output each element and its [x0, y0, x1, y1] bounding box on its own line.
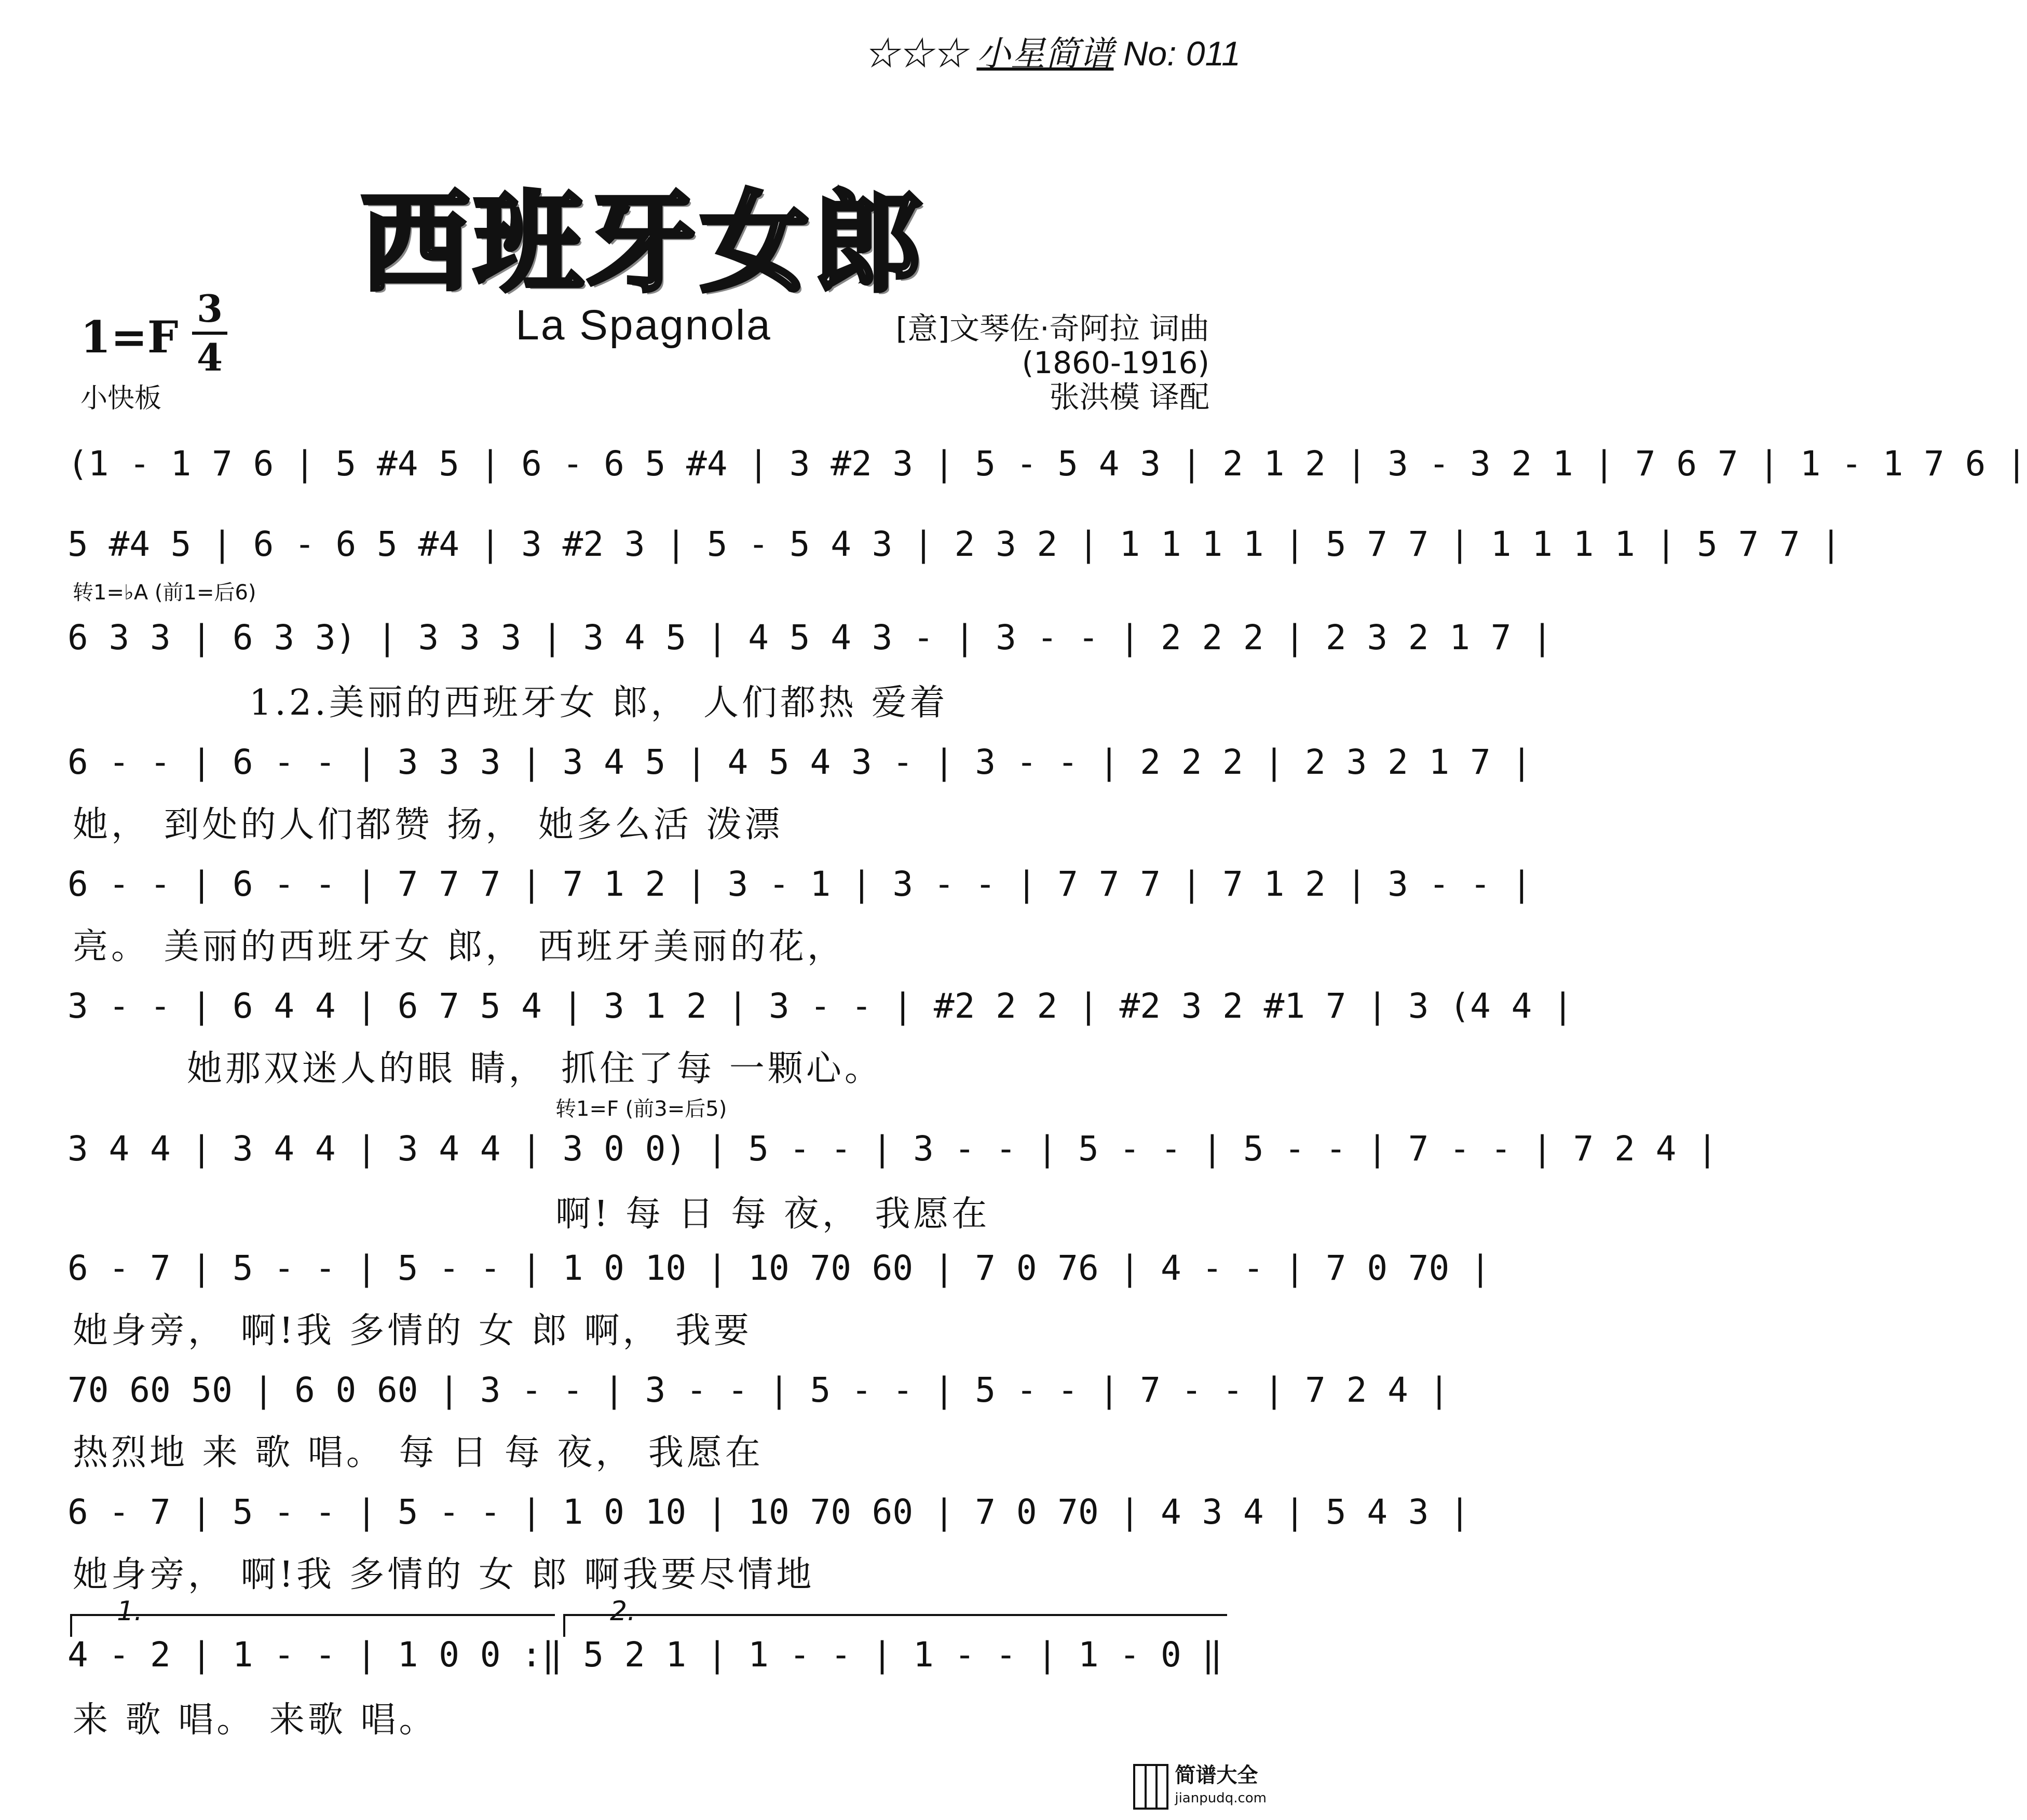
lyric-row: 她那双迷人的眼 睛， 抓住了每 一颗心。	[187, 1048, 883, 1089]
watermark-logo	[1133, 1764, 1267, 1810]
lyric-row: 亮。 美丽的西班牙女 郎， 西班牙美丽的花，	[73, 926, 846, 967]
credit-translator: 张洪模 译配	[1049, 379, 1209, 415]
song-subtitle: La Spagnola	[515, 302, 772, 349]
notation-row: 6 - 7 | 5 - - | 5 - - | 1 0 10 | 10 70 60 | 7 0 76 | 4 - - | 7 0 70 |	[67, 1248, 1491, 1288]
score-no: No: 011	[1123, 34, 1241, 73]
credits	[896, 311, 1209, 414]
volta-label-1: 1.	[117, 1596, 143, 1627]
credit-dates: (1860-1916)	[1022, 345, 1209, 380]
notation-row: 6 - 7 | 5 - - | 5 - - | 1 0 10 | 10 70 60 | 7 0 70 | 4 3 4 | 5 4 3 |	[67, 1492, 1471, 1532]
key-signature: 1=F	[80, 311, 179, 363]
notation-row: 6 - - | 6 - - | 3 3 3 | 3 4 5 | 4 5 4 3 - | 3 - - | 2 2 2 | 2 3 2 1 7 |	[67, 742, 1532, 782]
volta-bracket-1	[70, 1614, 555, 1637]
credit-composer: [意]文琴佐·奇阿拉 词曲	[895, 311, 1209, 346]
lyric-row: 1.2.美丽的西班牙女 郎， 人们都热 爱着	[249, 682, 948, 723]
stars: ☆☆☆	[864, 34, 968, 73]
notation-row: 3 - - | 6 4 4 | 6 7 5 4 | 3 1 2 | 3 - - | #2 2 2 | #2 3 2 #1 7 | 3 (4 4 |	[67, 986, 1573, 1026]
brand-name: 小星简谱	[976, 34, 1114, 73]
time-bottom: 4	[196, 335, 223, 379]
time-signature	[192, 288, 227, 378]
watermark-text	[1175, 1764, 1267, 1810]
score-number	[864, 26, 1241, 75]
notation-row: 6 3 3 | 6 3 3) | 3 3 3 | 3 4 5 | 4 5 4 3 - | 3 - - | 2 2 2 | 2 3 2 1 7 |	[67, 618, 1553, 658]
time-top: 3	[196, 286, 223, 331]
modulation-note: 转1=F (前3=后5)	[555, 1097, 727, 1121]
time-divider	[192, 332, 227, 335]
song-title: 西班牙女郎	[360, 179, 927, 307]
volta-label-2: 2.	[610, 1596, 636, 1627]
watermark-name: 简谱大全	[1175, 1763, 1258, 1787]
notation-row: 70 60 50 | 6 0 60 | 3 - - | 3 - - | 5 - - | 5 - - | 7 - - | 7 2 4 |	[67, 1370, 1450, 1410]
lyric-row: 她， 到处的人们都赞 扬， 她多么活 泼漂	[73, 804, 783, 845]
notation-row: 6 - - | 6 - - | 7 7 7 | 7 1 2 | 3 - 1 | 3 - - | 7 7 7 | 7 1 2 | 3 - - |	[67, 864, 1532, 904]
modulation-note: 转1=♭A (前1=后6)	[73, 581, 256, 605]
lyric-row: 啊! 每 日 每 夜， 我愿在	[555, 1194, 990, 1235]
watermark-url: jianpudq.com	[1175, 1790, 1267, 1806]
notation-row: 3 4 4 | 3 4 4 | 3 4 4 | 3 0 0) | 5 - - | 3 - - | 5 - - | 5 - - | 7 - - | 7 2 4 |	[67, 1129, 1718, 1169]
piano-icon	[1133, 1764, 1168, 1810]
lyric-row: 热烈地 来 歌 唱。 每 日 每 夜， 我愿在	[73, 1432, 764, 1473]
lyric-row: 她身旁， 啊!我 多情的 女 郎 啊， 我要	[73, 1310, 753, 1351]
notation-row: 5 #4 5 | 6 - 6 5 #4 | 3 #2 3 | 5 - 5 4 3 | 2 3 2 | 1 1 1 1 | 5 7 7 | 1 1 1 1 | 5 7 7 |	[67, 524, 1842, 564]
notation-row: (1 - 1 7 6 | 5 #4 5 | 6 - 6 5 #4 | 3 #2 3 | 5 - 5 4 3 | 2 1 2 | 3 - 3 2 1 | 7 6 7 | 1 - 1 7 6 |	[67, 444, 2027, 484]
notation-row: 4 - 2 | 1 - - | 1 0 0 :‖ 5 2 1 | 1 - - | 1 - - | 1 - 0 ‖	[67, 1635, 1223, 1675]
tempo-marking: 小快板	[80, 383, 162, 414]
lyric-row: 她身旁， 啊!我 多情的 女 郎 啊我要尽情地	[73, 1554, 815, 1595]
volta-bracket-2	[563, 1614, 1227, 1637]
lyric-row: 来 歌 唱。 来歌 唱。	[73, 1700, 438, 1741]
